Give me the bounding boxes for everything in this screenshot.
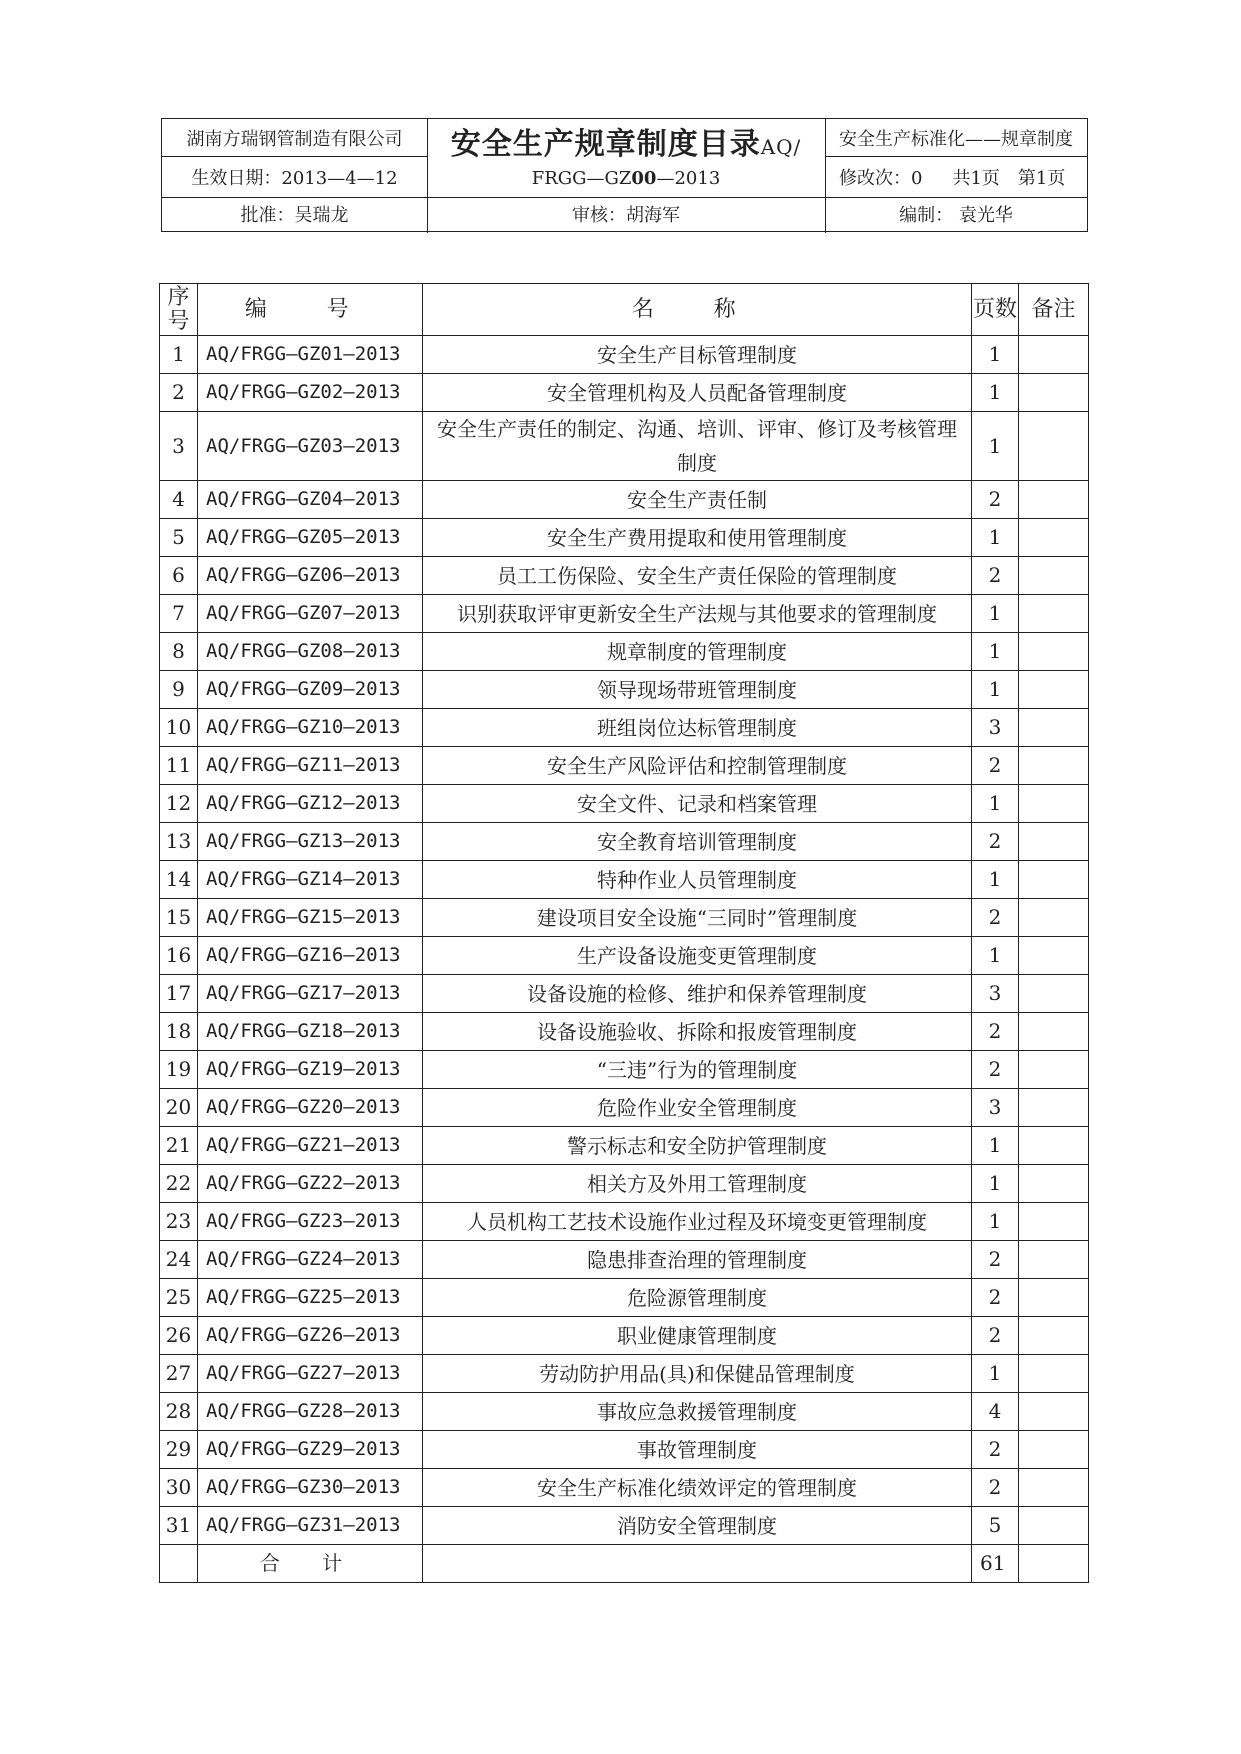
row-seq: 22 [160,1165,198,1203]
table-row [160,1165,1089,1203]
row-pages: 2 [972,557,1019,595]
total-label-text: 合 计 [259,1551,361,1575]
row-code: AQ/FRGG—GZ12—2013 [198,785,423,823]
table-row [160,1089,1089,1127]
row-code: AQ/FRGG—GZ30—2013 [198,1469,423,1507]
row-seq: 30 [160,1469,198,1507]
row-name: 建设项目安全设施“三同时”管理制度 [423,899,972,937]
table-row [160,1431,1089,1469]
row-code: AQ/FRGG—GZ22—2013 [198,1165,423,1203]
row-code: AQ/FRGG—GZ06—2013 [198,557,423,595]
column-header-code [198,284,423,336]
table-row [160,1013,1089,1051]
row-code: AQ/FRGG—GZ24—2013 [198,1241,423,1279]
table-row [160,1469,1089,1507]
table-row [160,823,1089,861]
row-pages: 1 [972,861,1019,899]
document-title [427,119,825,163]
row-pages: 1 [972,785,1019,823]
revision-count: 修改次：0 [839,167,923,189]
row-name: 设备设施验收、拆除和报废管理制度 [423,1013,972,1051]
row-remarks [1019,1051,1089,1089]
row-code: AQ/FRGG—GZ05—2013 [198,519,423,557]
row-seq: 9 [160,671,198,709]
table-row [160,747,1089,785]
total-pages: 61 [972,1545,1019,1583]
row-code: AQ/FRGG—GZ23—2013 [198,1203,423,1241]
row-code: AQ/FRGG—GZ10—2013 [198,709,423,747]
row-seq: 26 [160,1317,198,1355]
row-pages: 5 [972,1507,1019,1545]
table-row [160,557,1089,595]
row-remarks [1019,1089,1089,1127]
row-pages: 1 [972,633,1019,671]
table-row [160,861,1089,899]
row-pages: 1 [972,374,1019,412]
row-code: AQ/FRGG—GZ25—2013 [198,1279,423,1317]
table-row [160,1355,1089,1393]
row-name: 生产设备设施变更管理制度 [423,937,972,975]
row-pages: 2 [972,1431,1019,1469]
row-remarks [1019,1241,1089,1279]
row-code: AQ/FRGG—GZ28—2013 [198,1393,423,1431]
table-row [160,671,1089,709]
row-remarks [1019,1317,1089,1355]
row-name: 警示标志和安全防护管理制度 [423,1127,972,1165]
row-pages: 2 [972,823,1019,861]
row-seq: 14 [160,861,198,899]
row-seq: 19 [160,1051,198,1089]
row-code: AQ/FRGG—GZ26—2013 [198,1317,423,1355]
row-remarks [1019,1393,1089,1431]
row-code: AQ/FRGG—GZ19—2013 [198,1051,423,1089]
table-row [160,709,1089,747]
row-code: AQ/FRGG—GZ18—2013 [198,1013,423,1051]
row-code: AQ/FRGG—GZ04—2013 [198,481,423,519]
row-seq: 27 [160,1355,198,1393]
row-seq: 6 [160,557,198,595]
document-code-c: —2013 [656,167,721,189]
total-remarks-cell [1019,1545,1089,1583]
row-pages: 1 [972,1127,1019,1165]
row-name: 设备设施的检修、维护和保养管理制度 [423,975,972,1013]
row-remarks [1019,937,1089,975]
row-name: 职业健康管理制度 [423,1317,972,1355]
row-code: AQ/FRGG—GZ31—2013 [198,1507,423,1545]
row-name: 特种作业人员管理制度 [423,861,972,899]
row-pages: 3 [972,975,1019,1013]
row-remarks [1019,1469,1089,1507]
row-name: 安全教育培训管理制度 [423,823,972,861]
approved-by: 批准：吴瑞龙 [240,205,349,226]
row-name: 规章制度的管理制度 [423,633,972,671]
row-seq: 21 [160,1127,198,1165]
document-category: 安全生产标准化——规章制度 [839,128,1073,150]
row-seq: 11 [160,747,198,785]
table-row [160,595,1089,633]
row-remarks [1019,899,1089,937]
row-remarks [1019,1013,1089,1051]
row-name: 相关方及外用工管理制度 [423,1165,972,1203]
row-name: 事故管理制度 [423,1431,972,1469]
row-seq: 20 [160,1089,198,1127]
row-code: AQ/FRGG—GZ07—2013 [198,595,423,633]
document-code [427,159,825,197]
row-pages: 1 [972,336,1019,374]
row-code: AQ/FRGG—GZ27—2013 [198,1355,423,1393]
title-text: 安全生产规章制度目录 [450,127,761,162]
row-remarks [1019,595,1089,633]
column-header-seq [160,284,198,336]
total-seq-cell [160,1545,198,1583]
document-header [161,118,1088,232]
row-code: AQ/FRGG—GZ11—2013 [198,747,423,785]
table-row [160,374,1089,412]
row-name: 安全文件、记录和档案管理 [423,785,972,823]
row-remarks [1019,1165,1089,1203]
regulation-catalogue-table [159,283,1089,1583]
row-remarks [1019,1431,1089,1469]
row-pages: 2 [972,899,1019,937]
row-remarks [1019,336,1089,374]
row-pages: 1 [972,671,1019,709]
table-row [160,1051,1089,1089]
row-remarks [1019,671,1089,709]
total-name-cell [423,1545,972,1583]
row-pages: 2 [972,1051,1019,1089]
header-code-text: 编 号 [244,297,376,322]
row-pages: 2 [972,481,1019,519]
company-name: 湖南方瑞钢管制造有限公司 [186,128,403,150]
row-pages: 2 [972,1469,1019,1507]
row-code: AQ/FRGG—GZ16—2013 [198,937,423,975]
row-pages: 1 [972,519,1019,557]
row-pages: 3 [972,709,1019,747]
row-code: AQ/FRGG—GZ02—2013 [198,374,423,412]
revision-info [825,156,1087,197]
row-seq: 12 [160,785,198,823]
page-number: 第1页 [1017,167,1066,189]
table-row [160,412,1089,481]
table-row [160,1241,1089,1279]
row-pages: 1 [972,1355,1019,1393]
row-name: 安全生产标准化绩效评定的管理制度 [423,1469,972,1507]
row-code: AQ/FRGG—GZ08—2013 [198,633,423,671]
row-pages: 1 [972,412,1019,481]
row-seq: 28 [160,1393,198,1431]
row-remarks [1019,633,1089,671]
row-name: 安全生产责任的制定、沟通、培训、评审、修订及考核管理制度 [423,412,972,481]
row-code: AQ/FRGG—GZ03—2013 [198,412,423,481]
row-pages: 3 [972,1089,1019,1127]
row-name: 班组岗位达标管理制度 [423,709,972,747]
row-name: 劳动防护用品(具)和保健品管理制度 [423,1355,972,1393]
row-name: 安全生产费用提取和使用管理制度 [423,519,972,557]
table-row [160,1127,1089,1165]
row-seq: 1 [160,336,198,374]
row-remarks [1019,374,1089,412]
row-code: AQ/FRGG—GZ13—2013 [198,823,423,861]
row-name: 人员机构工艺技术设施作业过程及环境变更管理制度 [423,1203,972,1241]
row-seq: 18 [160,1013,198,1051]
table-row [160,975,1089,1013]
row-pages: 1 [972,595,1019,633]
row-remarks [1019,709,1089,747]
row-name: “三违”行为的管理制度 [423,1051,972,1089]
row-seq: 4 [160,481,198,519]
table-row [160,633,1089,671]
total-label [198,1545,423,1583]
row-seq: 8 [160,633,198,671]
column-header-remarks: 备注 [1019,284,1089,336]
document-code-a: FRGG—GZ [531,167,632,189]
row-seq: 16 [160,937,198,975]
row-code: AQ/FRGG—GZ29—2013 [198,1431,423,1469]
row-seq: 24 [160,1241,198,1279]
title-code-prefix: AQ/ [760,135,802,159]
row-code: AQ/FRGG—GZ15—2013 [198,899,423,937]
row-name: 消防安全管理制度 [423,1507,972,1545]
table-row [160,899,1089,937]
row-seq: 25 [160,1279,198,1317]
table-row [160,1279,1089,1317]
table-row [160,1317,1089,1355]
table-row [160,481,1089,519]
row-remarks [1019,412,1089,481]
row-seq: 31 [160,1507,198,1545]
row-seq: 2 [160,374,198,412]
effective-date: 生效日期：2013—4—12 [191,167,398,189]
row-seq: 3 [160,412,198,481]
table-row [160,937,1089,975]
row-seq: 23 [160,1203,198,1241]
row-pages: 2 [972,1013,1019,1051]
row-code: AQ/FRGG—GZ14—2013 [198,861,423,899]
row-code: AQ/FRGG—GZ17—2013 [198,975,423,1013]
row-name: 安全生产风险评估和控制管理制度 [423,747,972,785]
row-name: 危险源管理制度 [423,1279,972,1317]
row-seq: 7 [160,595,198,633]
row-remarks [1019,823,1089,861]
row-code: AQ/FRGG—GZ01—2013 [198,336,423,374]
table-row [160,785,1089,823]
row-pages: 1 [972,1203,1019,1241]
row-seq: 13 [160,823,198,861]
row-remarks [1019,1127,1089,1165]
table-row [160,1203,1089,1241]
row-pages: 1 [972,937,1019,975]
row-remarks [1019,481,1089,519]
row-pages: 2 [972,1241,1019,1279]
total-pages: 共1页 [952,167,1000,189]
row-remarks [1019,557,1089,595]
row-pages: 2 [972,747,1019,785]
row-pages: 2 [972,1279,1019,1317]
row-code: AQ/FRGG—GZ21—2013 [198,1127,423,1165]
row-remarks [1019,1279,1089,1317]
reviewed-by: 审核：胡海军 [572,205,680,226]
row-code: AQ/FRGG—GZ09—2013 [198,671,423,709]
row-seq: 10 [160,709,198,747]
row-remarks [1019,785,1089,823]
row-remarks [1019,747,1089,785]
table-header-row [160,284,1089,336]
row-name: 危险作业安全管理制度 [423,1089,972,1127]
row-seq: 17 [160,975,198,1013]
row-name: 安全生产责任制 [423,481,972,519]
row-remarks [1019,1507,1089,1545]
row-name: 识别获取评审更新安全生产法规与其他要求的管理制度 [423,595,972,633]
row-code: AQ/FRGG—GZ20—2013 [198,1089,423,1127]
table-row [160,519,1089,557]
row-pages: 1 [972,1165,1019,1203]
row-name: 员工工伤保险、安全生产责任保险的管理制度 [423,557,972,595]
row-remarks [1019,1355,1089,1393]
row-remarks [1019,861,1089,899]
row-remarks [1019,519,1089,557]
table-row [160,1393,1089,1431]
row-remarks [1019,1203,1089,1241]
row-name: 隐患排查治理的管理制度 [423,1241,972,1279]
table-row [160,1507,1089,1545]
row-name: 安全生产目标管理制度 [423,336,972,374]
row-remarks [1019,975,1089,1013]
row-pages: 2 [972,1317,1019,1355]
row-name: 安全管理机构及人员配备管理制度 [423,374,972,412]
prepared-by: 编制： 袁光华 [899,205,1013,226]
row-seq: 29 [160,1431,198,1469]
column-header-pages: 页数 [972,284,1019,336]
header-seq-text: 序号 [167,284,190,334]
column-header-name [423,284,972,336]
total-row [160,1545,1089,1583]
header-name-text: 名 称 [631,297,763,322]
row-name: 事故应急救援管理制度 [423,1393,972,1431]
row-seq: 5 [160,519,198,557]
table-row [160,336,1089,374]
row-pages: 4 [972,1393,1019,1431]
row-seq: 15 [160,899,198,937]
document-code-b: 00 [631,167,657,189]
row-name: 领导现场带班管理制度 [423,671,972,709]
